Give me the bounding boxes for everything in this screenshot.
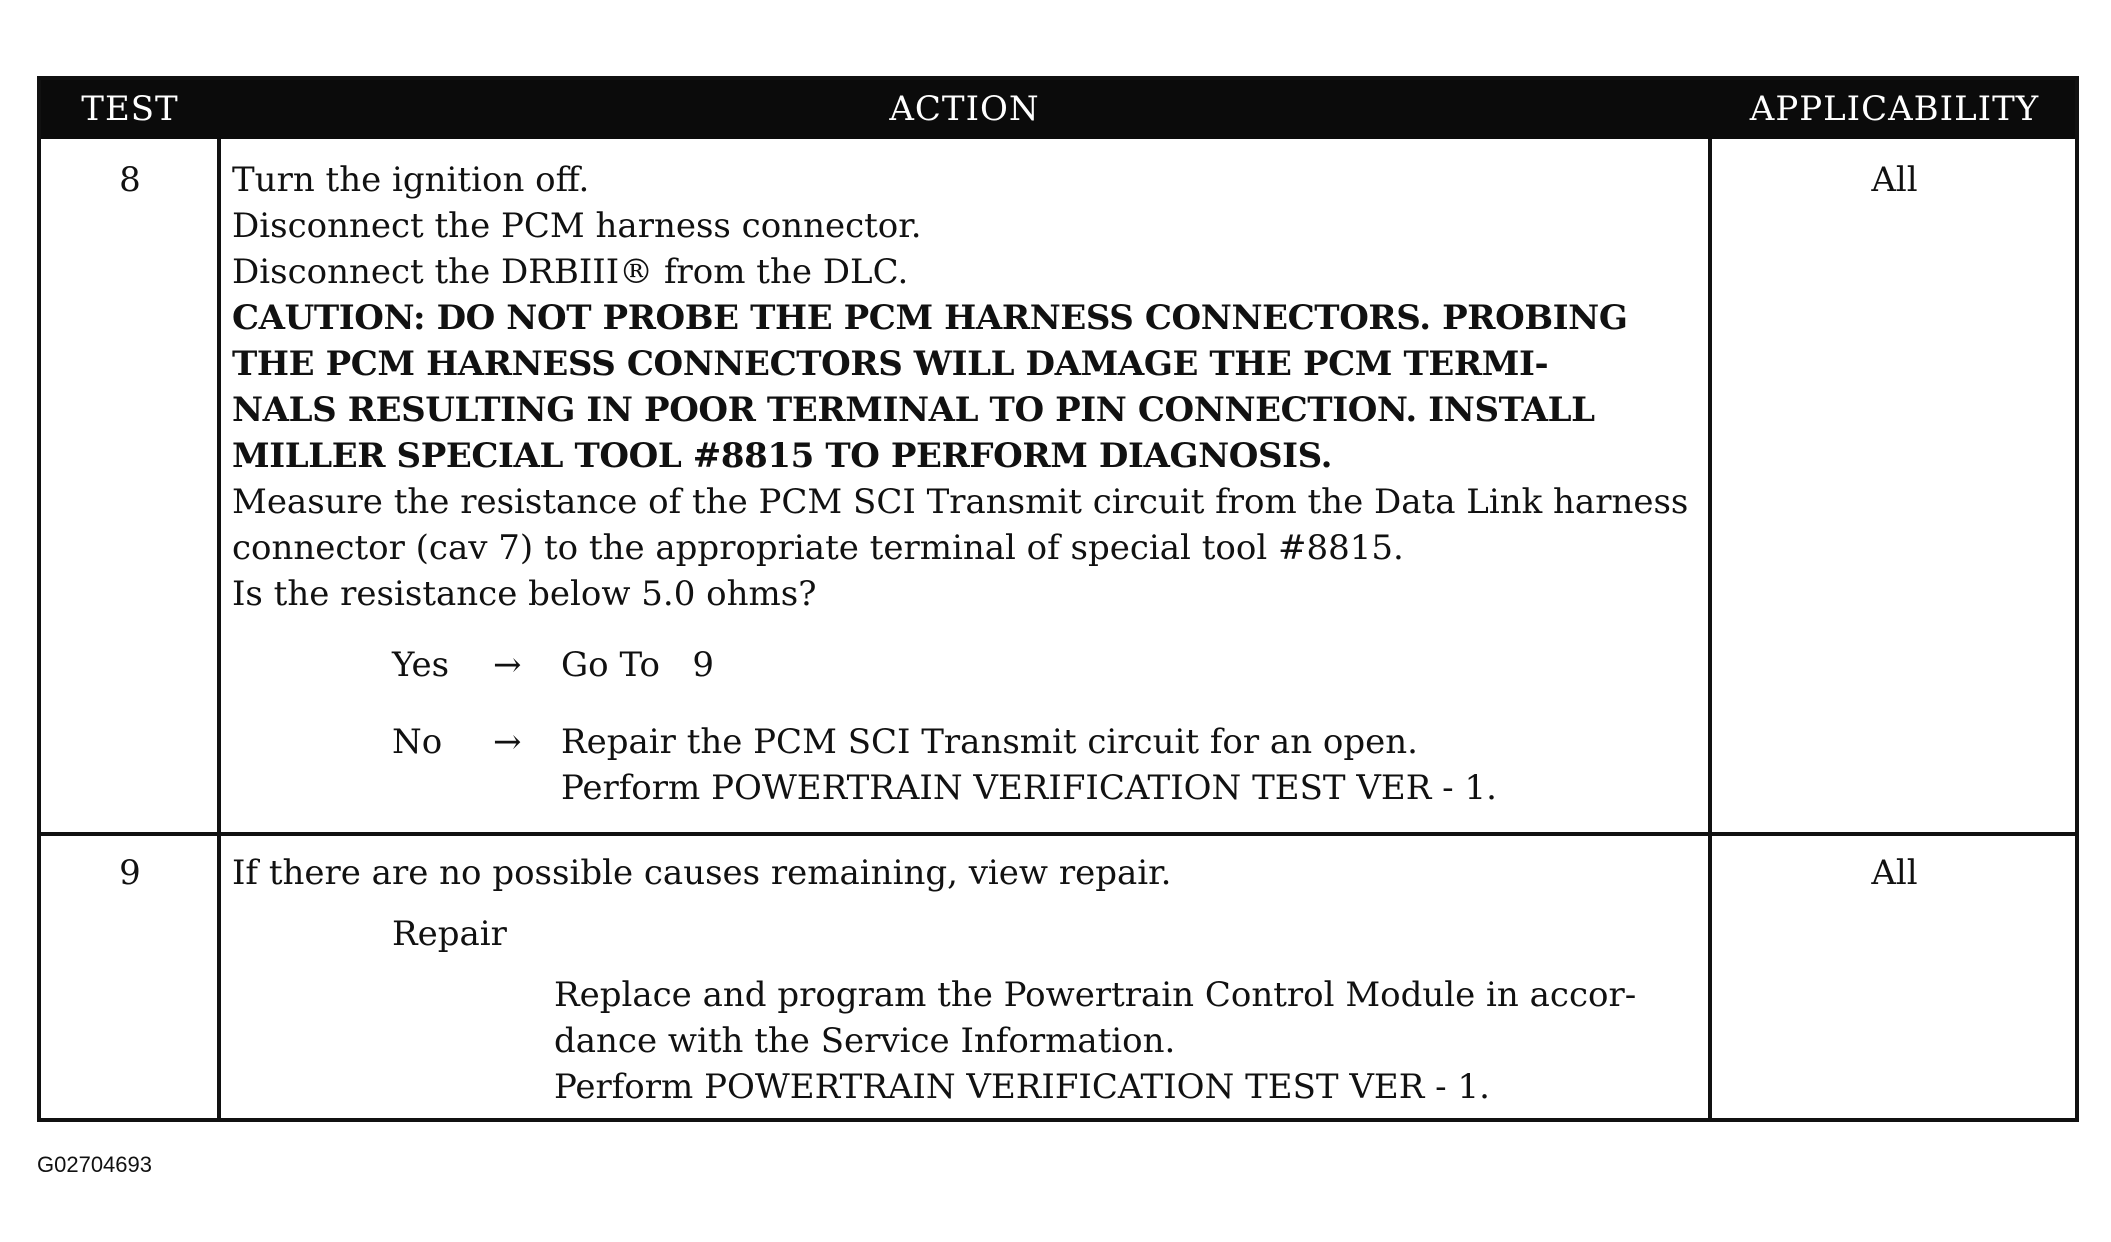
row-divider bbox=[41, 832, 2075, 836]
caution-line: NALS RESULTING IN POOR TERMINAL TO PIN CONNECTION. INSTALL bbox=[232, 390, 1595, 430]
diagnostic-test-table bbox=[37, 76, 2079, 1122]
test-9-instruction: If there are no possible causes remaining, view repair. bbox=[232, 853, 1172, 893]
instruction-line: Disconnect the DRBIII® from the DLC. bbox=[232, 252, 909, 292]
instruction-line: Turn the ignition off. bbox=[232, 160, 590, 200]
measure-line: Measure the resistance of the PCM SCI Transmit circuit from the Data Link harness bbox=[232, 482, 1689, 522]
header-applicability: APPLICABILITY bbox=[1749, 89, 2040, 129]
question-line: Is the resistance below 5.0 ohms? bbox=[232, 574, 817, 614]
figure-id: G02704693 bbox=[37, 1152, 152, 1177]
applicability-9: All bbox=[1871, 853, 1918, 893]
test-8-instructions bbox=[232, 157, 1702, 617]
header-action: ACTION bbox=[889, 89, 1040, 129]
repair-label: Repair bbox=[392, 914, 507, 954]
instruction-line: Disconnect the PCM harness connector. bbox=[232, 206, 922, 246]
no-arrow-icon: → bbox=[493, 722, 522, 762]
repair-instructions bbox=[554, 972, 1704, 1110]
test-number-9: 9 bbox=[119, 853, 141, 893]
repair-line: dance with the Service Information. bbox=[554, 1021, 1176, 1061]
repair-line: Replace and program the Powertrain Control Module in accor- bbox=[554, 975, 1637, 1015]
caution-line: MILLER SPECIAL TOOL #8815 TO PERFORM DIAGNOSIS. bbox=[232, 436, 1333, 476]
yes-arrow-icon: → bbox=[493, 645, 522, 685]
yes-result: Go To 9 bbox=[561, 645, 714, 685]
caution-line: CAUTION: DO NOT PROBE THE PCM HARNESS CONNECTORS. PROBING bbox=[232, 298, 1628, 338]
header-test: TEST bbox=[81, 89, 179, 129]
no-result-line-2: Perform POWERTRAIN VERIFICATION TEST VER - 1. bbox=[561, 768, 1497, 808]
no-result-line-1: Repair the PCM SCI Transmit circuit for an open. bbox=[561, 722, 1418, 762]
applicability-8: All bbox=[1871, 160, 1918, 200]
yes-label: Yes bbox=[392, 645, 450, 685]
repair-line: Perform POWERTRAIN VERIFICATION TEST VER - 1. bbox=[554, 1067, 1490, 1107]
caution-line: THE PCM HARNESS CONNECTORS WILL DAMAGE THE PCM TERMI- bbox=[232, 344, 1549, 384]
column-divider-test bbox=[217, 139, 221, 1118]
test-number-8: 8 bbox=[119, 160, 141, 200]
measure-line: connector (cav 7) to the appropriate terminal of special tool #8815. bbox=[232, 528, 1404, 568]
table-header bbox=[41, 80, 2075, 139]
no-label: No bbox=[392, 722, 443, 762]
column-divider-applicability bbox=[1708, 139, 1712, 1118]
